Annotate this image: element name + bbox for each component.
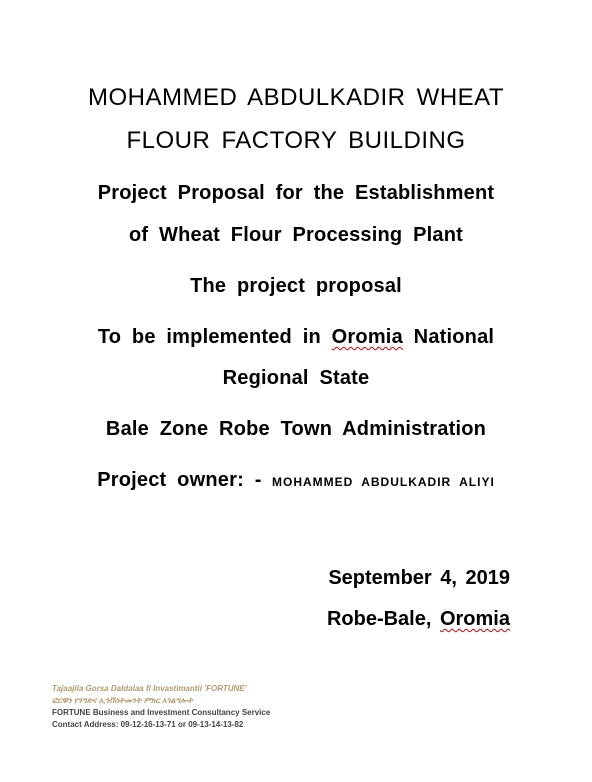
owner-line <box>0 469 592 492</box>
place-region: Oromia <box>439 608 510 630</box>
implemented-region: Oromia <box>331 326 403 348</box>
footer-line-4: Contact Address: 09-12-16-13-71 or 09-13-14-13-82 <box>52 720 244 729</box>
proposal-label: The project proposal <box>190 275 402 297</box>
title-line-1: MOHAMMED ABDULKADIR WHEAT <box>87 84 505 111</box>
owner-label: Project owner: - <box>97 469 262 491</box>
implemented-line-2: Regional State <box>222 367 370 389</box>
implemented-line-1 <box>0 326 592 349</box>
subtitle-line-1: Project Proposal for the Establishment <box>97 182 495 204</box>
footer-block <box>52 683 352 731</box>
footer-line-2: ፎርቹን የንግድና ኢንቨስትመንት ምክር አገልግሎት <box>52 696 193 705</box>
title-line-2: FLOUR FACTORY BUILDING <box>126 127 466 154</box>
owner-name: MOHAMMED ABDULKADIR ALIYI <box>272 475 495 489</box>
zone-line: Bale Zone Robe Town Administration <box>105 418 487 440</box>
place-town: Robe-Bale, <box>326 608 432 630</box>
date-line: September 4, 2019 <box>328 567 510 589</box>
footer-line-1: Tajaajila Gorsa Daldalaa fi Invastimantii 'FORTUNE' <box>52 684 247 693</box>
implemented-suffix: National <box>413 326 495 348</box>
footer-line-3: FORTUNE Business and Investment Consultancy Service <box>52 708 271 717</box>
place-line <box>327 608 510 631</box>
subtitle-line-2: of Wheat Flour Processing Plant <box>128 224 463 246</box>
implemented-prefix: To be implemented in <box>97 326 321 348</box>
